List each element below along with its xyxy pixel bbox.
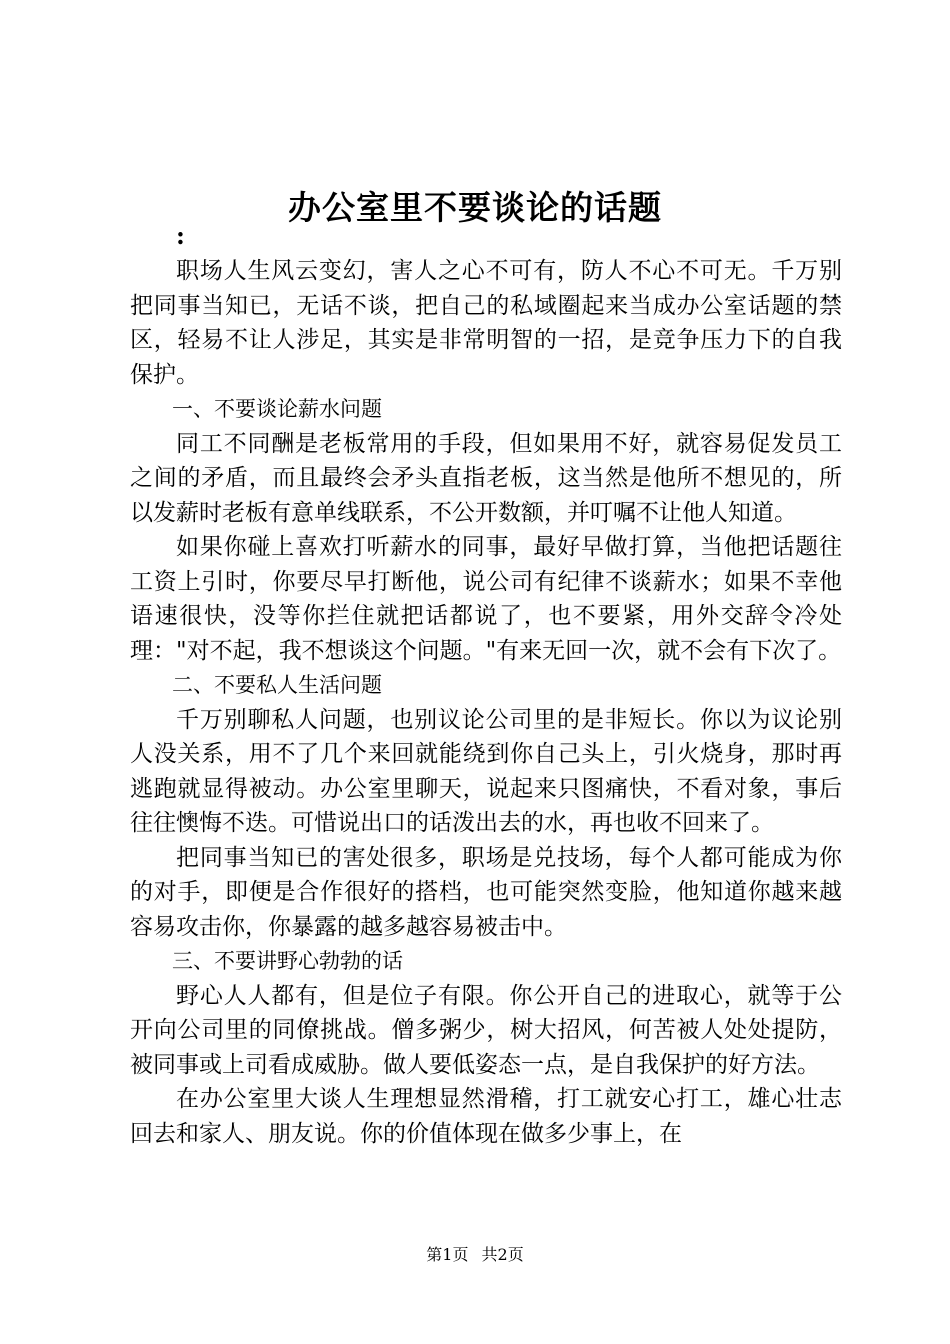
section-heading-salary: 一、不要谈论薪水问题 — [172, 397, 382, 421]
paragraph: 同工不同酬是老板常用的手段，但如果用不好，就容易促发员工之间的矛盾，而且最终会矛头直指老板，这当然是他所不想见的，所以发薪时老板有意单线联系，不公开数额，并叮嘱不让他人知道。 — [130, 430, 842, 526]
paragraph: 如果你碰上喜欢打听薪水的同事，最好早做打算，当他把话题往工资上引时，你要尽早打断他，说公司有纪律不谈薪水；如果不幸他语速很快，没等你拦住就把话都说了，也不要紧，用外交辞令冷处理："对不起，我不想谈这个问题。"有来无回一次，就不会有下次了。 — [130, 534, 842, 664]
paragraph: 把同事当知已的害处很多，职场是兑技场，每个人都可能成为你的对手，即便是合作很好的搭档，也可能突然变脸，他知道你越来越容易攻击你，你暴露的越多越容易被击中。 — [130, 844, 842, 940]
paragraph-intro: 职场人生风云变幻，害人之心不可有，防人不心不可无。千万别把同事当知已，无话不谈，把自己的私域圈起来当成办公室话题的禁区，轻易不让人涉足，其实是非常明智的一招，是竞争压力下的自我保护。 — [130, 258, 842, 388]
subtitle-mark: : — [176, 221, 185, 250]
section-heading-private-life: 二、不要私人生活问题 — [172, 673, 382, 697]
document-title: 办公室里不要谈论的话题 — [288, 188, 662, 227]
page-footer — [0, 1244, 950, 1266]
page-total: 共2页 — [481, 1245, 524, 1264]
document-body — [130, 254, 842, 1151]
page-number: 第1页 — [426, 1245, 469, 1264]
section-heading-ambition: 三、不要讲野心勃勃的话 — [172, 949, 403, 973]
paragraph: 在办公室里大谈人生理想显然滑稽，打工就安心打工，雄心壮志回去和家人、朋友说。你的价值体现在做多少事上，在 — [130, 1086, 842, 1147]
paragraph: 野心人人都有，但是位子有限。你公开自己的进取心，就等于公开向公司里的同僚挑战。僧多粥少，树大招风，何苦被人处处提防，被同事或上司看成威胁。做人要低姿态一点，是自我保护的好方法。 — [130, 982, 842, 1078]
paragraph: 千万别聊私人问题，也别议论公司里的是非短长。你以为议论别人没关系，用不了几个来回就能绕到你自己头上，引火烧身，那时再逃跑就显得被动。办公室里聊天，说起来只图痛快，不看对象，事后往往懊悔不迭。可惜说出口的话泼出去的水，再也收不回来了。 — [130, 706, 842, 836]
